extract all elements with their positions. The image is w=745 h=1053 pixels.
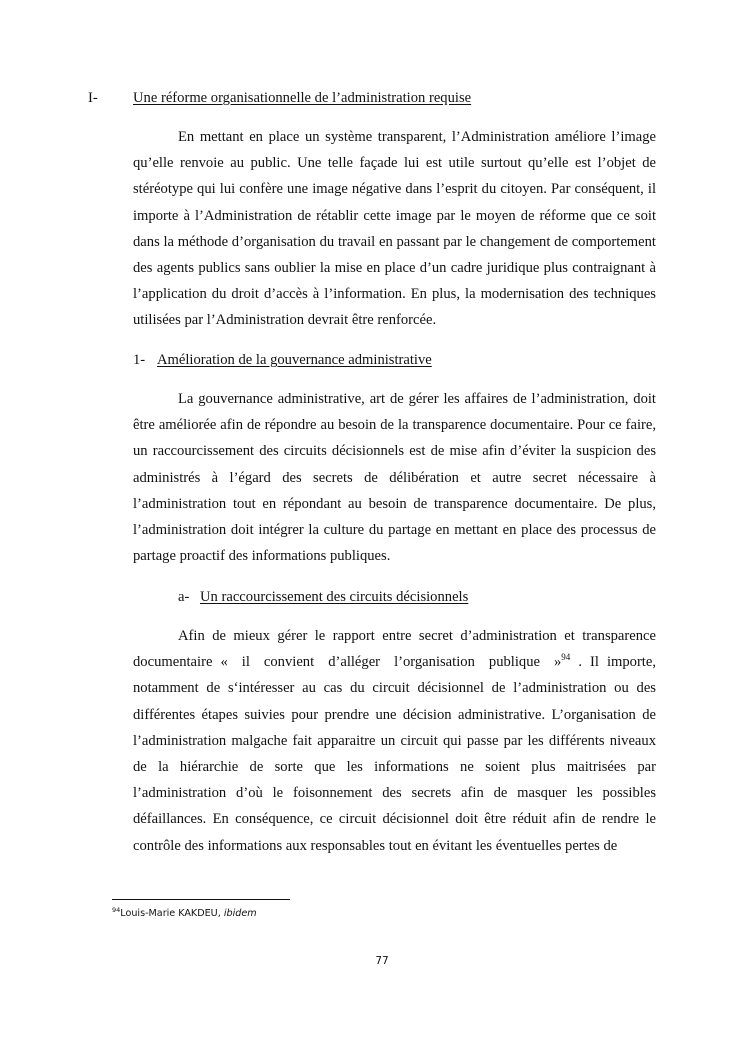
section-heading (88, 88, 608, 110)
subsection-title: Amélioration de la gouvernance administrative (157, 352, 432, 368)
paragraph-1: En mettant en place un système transparent, l’Administration améliore l’image qu’elle renvoie au public. Une telle façade lui est utile surtout qu’elle est l’objet de stéréotype qui lui confère une image négative dans l’esprit du citoyen. Par conséquent, il importe à l’Administration de rétablir cette image par le moyen de réforme que ce soit dans la méthode d’organisation du travail en passant par le changement de comportement des agents publics sans oublier la mise en place d’un cadre juridique plus contraignant à l’application du droit d’accès à l’information. En plus, la modernisation des techniques utilisées par l’Administration devrait être renforcée. (133, 129, 656, 329)
subsection-heading (133, 350, 553, 372)
page-number: 77 (375, 955, 389, 967)
quotation: « il convient d’alléger l’organisation publique » (220, 654, 562, 671)
footnote-number: 94 (112, 906, 121, 914)
footnote-reference[interactable]: 94 (561, 652, 571, 663)
subsubsection-number: a- (178, 589, 190, 605)
paragraph-3-intro: Afin de mieux gérer le rapport entre secret d’administration et transparence documentaire (133, 628, 656, 671)
footnote-separator (112, 899, 290, 900)
section-title: Une réforme organisationnelle de l’administration requise (133, 90, 472, 106)
footnote-reference-text: ibidem (223, 908, 257, 919)
subsubsection-heading (178, 587, 598, 609)
section-number: I- (88, 90, 98, 106)
paragraph-2: La gouvernance administrative, art de gérer les affaires de l’administration, doit être améliorée afin de répondre au besoin de la transparence documentaire. Pour ce faire, un raccourcissement des circuits décisionnels est de mise afin d’éviter la suspicion des administrés à l’égard des secrets de délibération et autre secret nécessaire à l’administration tout en répondant au besoin de transparence documentaire. De plus, l’administration doit intégrer la culture du partage en mettant en place des processus de partage proactif des informations publiques. (133, 391, 656, 565)
footnote-author: Louis-Marie KAKDEU, (120, 908, 221, 919)
subsection-number: 1- (133, 352, 146, 368)
footnote (112, 907, 257, 920)
paragraph-3-body: . Il importe, notamment de s‘intéresser au cas du circuit décisionnel de l’administration ou des différentes étapes suivies pour prendre une décision administrative. L’organisation de l’administration malgache fait apparaitre un circuit qui passe par les différents niveaux de la hiérarchie de sorte que les informations ne soient plus maitrisées par l’administration d’où le foisonnement des secrets afin de masquer les possibles défaillances. En conséquence, ce circuit décisionnel doit être réduit afin de rendre le contrôle des informations aux responsables tout en évitant les éventuelles pertes de (133, 654, 656, 854)
paragraph-3 (133, 623, 656, 859)
subsubsection-title: Un raccourcissement des circuits décisionnels (200, 589, 469, 605)
